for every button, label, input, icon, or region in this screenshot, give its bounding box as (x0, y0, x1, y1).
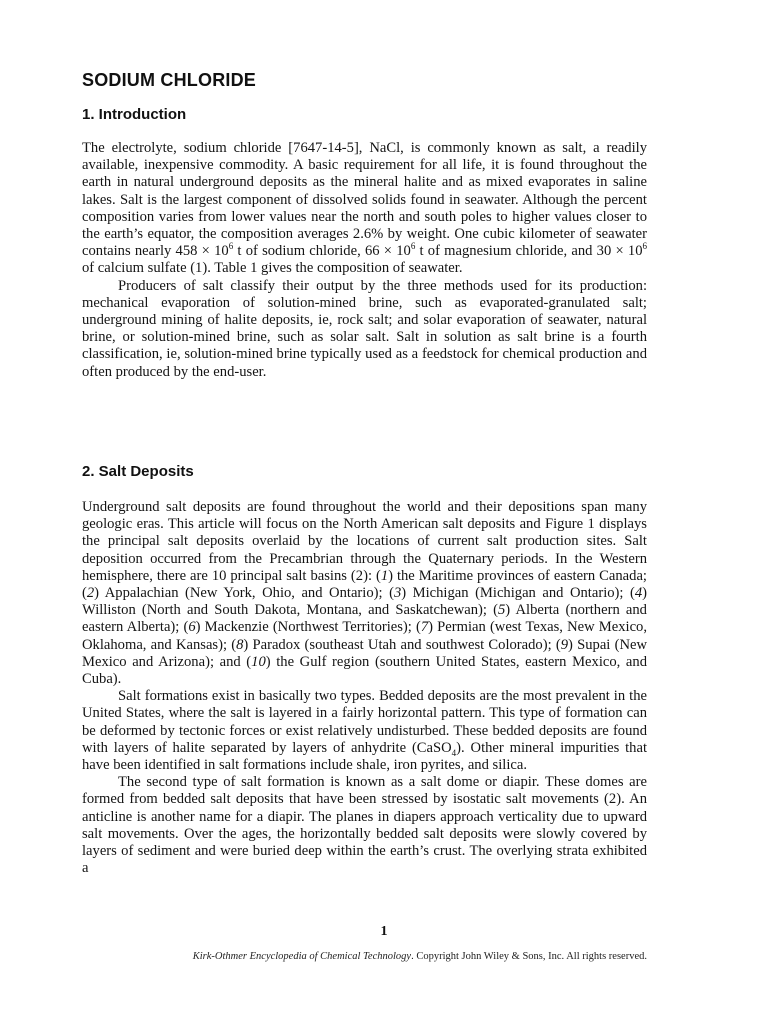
footer-copyright-text: . Copyright John Wiley & Sons, Inc. All rights reserved. (411, 951, 647, 962)
paragraph: The electrolyte, sodium chloride [7647-14-5], NaCl, is commonly known as salt, a readily available, inexpensive commodity. A basic requirement for all life, it is found throughout the earth in natural underground deposits as the mineral halite and as mixed evaporates in saline lakes. Salt is the largest component of dissolved solids found in seawater. Although the percent composition varies from lower values near the north and south poles to higher values closer to the earth’s equator, the composition averages 2.6% by weight. One cubic kilometer of seawater contains nearly $458 \times 10^6$ t of sodium chloride, $66 \times 10^6$ t of magnesium chloride, and $30 \times 10^6$ of calcium sulfate (1). Table 1 gives the composition of seawater. (82, 140, 648, 277)
footer-copyright (82, 951, 647, 962)
paragraph: Producers of salt classify their output by the three methods used for its production: mechanical evaporation of solution-mined brine, such as evaporated-granulated salt; underground mining of halite deposits, ie, rock salt; and solar evaporation of seawater, natural brine, or solution-mined brine, such as solar salt. Salt in solution as salt brine is a fourth classification, ie, solution-mined brine typically used as a feedstock for chemical production and often produced by the end-user. (82, 277, 647, 380)
footer-source-title: Kirk-Othmer Encyclopedia of Chemical Technology (192, 951, 412, 962)
section-heading-salt-deposits: 2. Salt Deposits (82, 463, 194, 480)
paragraph: The second type of salt formation is known as a salt dome or diapir. These domes are formed from bedded salt deposits that have been stressed by isostatic salt movements (2). An anticline is another name for a diapir. The planes in diapers approach verticality due to upward salt movements. Over the ages, the horizontally bedded salt deposits were slowly covered by layers of sediment and were buried deep within the earth’s crust. The overlying strata exhibited a (82, 774, 647, 877)
page-number: 1 (380, 924, 388, 939)
article-title: SODIUM CHLORIDE (82, 70, 256, 90)
section-body-salt-deposits (82, 499, 647, 877)
paragraph: Salt formations exist in basically two types. Bedded deposits are the most prevalent in the United States, where the salt is layered in a fairly horizontal pattern. This type of formation can be deformed by tectonic forces or exist relatively undisturbed. These bedded deposits are found with layers of halite separated by layers of anhydrite (CaSO$_4$). Other mineral impurities that have been identified in salt formations include shale, iron pyrites, and silica. (82, 688, 647, 774)
section-body-introduction (82, 140, 647, 381)
paragraph: Underground salt deposits are found throughout the world and their depositions span many geologic eras. This article will focus on the North American salt deposits and Figure 1 displays the principal salt deposits overlaid by the locations of current salt production sites. Salt deposition occurred from the Precambrian through the Quaternary periods. In the Western hemisphere, there are 10 principal salt basins (2): (1) the Maritime provinces of eastern Canada; (2) Appalachian (New York, Ohio, and Ontario); (3) Michigan (Michigan and Ontario); (4) Williston (North and South Dakota, Montana, and Saskatchewan); (5) Alberta (northern and eastern Alberta); (6) Mackenzie (Northwest Territories); (7) Permian (west Texas, New Mexico, Oklahoma, and Kansas); (8) Paradox (southeast Utah and southwest Colorado); (9) Supai (New Mexico and Arizona); and (10) the Gulf region (southern United States, eastern Mexico, and Cuba). (82, 499, 648, 688)
section-heading-introduction: 1. Introduction (82, 106, 187, 123)
